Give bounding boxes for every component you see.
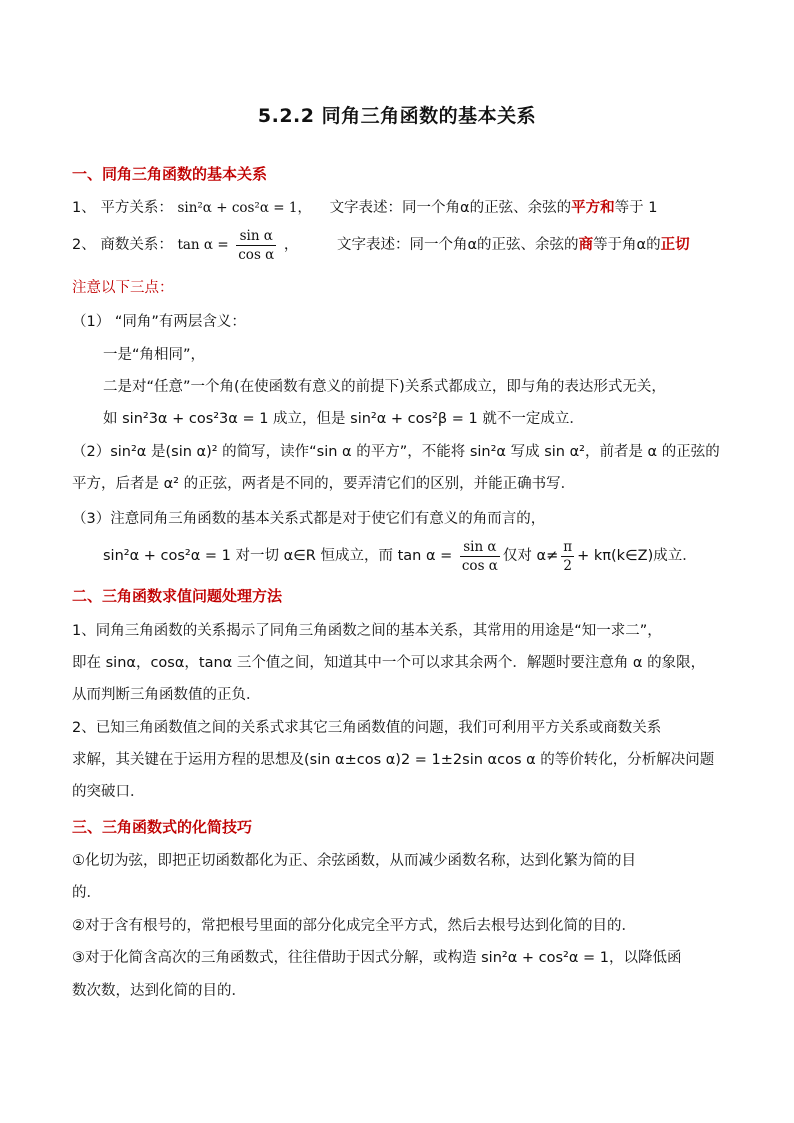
note-1-line-3: 二是对“任意”一个角(在使函数有意义的前提下)关系式都成立，即与角的表达形式无关， bbox=[103, 379, 666, 395]
note-1-line-1: （1） “同角”有两层含义： bbox=[72, 314, 246, 330]
notes-heading: 注意以下三点： bbox=[72, 280, 174, 296]
comma: ， bbox=[283, 237, 299, 253]
formula-lhs: tan α = bbox=[177, 237, 229, 253]
denominator: cos α bbox=[461, 557, 498, 574]
sec2-para-1-line-1: 1、同角三角函数的关系揭示了同角三角函数之间的基本关系，其常用的用途是“知一求二”， bbox=[72, 623, 662, 639]
emphasis: 平方和 bbox=[571, 200, 615, 216]
item-prefix: 2、 商数关系： bbox=[72, 237, 173, 253]
tip-3-line-2: 数次数，达到化简的目的． bbox=[72, 983, 246, 999]
sec2-para-2-line-3: 的突破口． bbox=[72, 784, 145, 800]
description-mid: 等于角α的 bbox=[593, 237, 661, 253]
section-3-heading: 三、三角函数式的化简技巧 bbox=[72, 818, 253, 836]
denominator: cos α bbox=[238, 246, 275, 263]
emphasis-2: 正切 bbox=[660, 237, 690, 253]
description-end: 等于 1 bbox=[614, 200, 658, 216]
numerator: π bbox=[563, 538, 573, 555]
note-1-line-2: 一是“角相同”， bbox=[103, 347, 206, 363]
note-1-line-4: 如 sin²3α + cos²3α = 1 成立，但是 sin²α + cos²β = 1 就不一定成立． bbox=[103, 411, 584, 427]
pi-fraction bbox=[561, 538, 574, 575]
square-relation-line bbox=[72, 197, 657, 219]
text-end: + kπ(k∈Z)成立． bbox=[577, 548, 697, 564]
sec2-para-2-line-2: 求解，其关键在于运用方程的思想及(sin α±cos α)2 = 1±2sin αcos α 的等价转化，分析解决问题 bbox=[72, 752, 715, 768]
quotient-relation-line bbox=[72, 226, 690, 264]
emphasis-1: 商 bbox=[578, 237, 594, 253]
tip-3-line-1: ③对于化简含高次的三角函数式，往往借助于因式分解，或构造 sin²α + cos²α = 1，以降低函 bbox=[72, 950, 682, 966]
item-prefix: 1、 平方关系： bbox=[72, 200, 173, 216]
tip-1-line-1: ①化切为弦，即把正切函数都化为正、余弦函数，从而减少函数名称，达到化繁为简的目 bbox=[72, 853, 636, 869]
note-3-line-2 bbox=[103, 536, 697, 576]
fraction bbox=[460, 538, 500, 575]
note-2-line-2: 平方，后者是 α² 的正弦，两者是不同的，要弄清它们的区别，并能正确书写． bbox=[72, 476, 576, 492]
formula: sin²α + cos²α = 1， bbox=[177, 200, 311, 216]
note-2-line-1: （2）sin²α 是(sin α)² 的简写，读作“sin α 的平方”，不能将 sin²α 写成 sin α²，前者是 α 的正弦的 bbox=[72, 444, 720, 460]
numerator: sin α bbox=[236, 227, 276, 246]
description: 文字表述：同一个角α的正弦、余弦的 bbox=[337, 237, 579, 253]
text: sin²α + cos²α = 1 对一切 α∈R 恒成立，而 tan α = bbox=[103, 548, 453, 564]
numerator: sin α bbox=[460, 538, 500, 557]
note-3-line-1: （3）注意同角三角函数的基本关系式都是对于使它们有意义的角而言的， bbox=[72, 511, 546, 527]
sec2-para-1-line-2: 即在 sinα，cosα，tanα 三个值之间，知道其中一个可以求其余两个．解题时要注意角 α 的象限， bbox=[72, 655, 706, 671]
page-title: 5.2.2 同角三角函数的基本关系 bbox=[257, 105, 537, 127]
section-1-heading: 一、同角三角函数的基本关系 bbox=[72, 165, 268, 183]
tip-2: ②对于含有根号的，常把根号里面的部分化成完全平方式，然后去根号达到化简的目的． bbox=[72, 918, 636, 934]
fraction bbox=[236, 227, 276, 264]
sec2-para-2-line-1: 2、已知三角函数值之间的关系式求其它三角函数值的问题，我们可利用平方关系或商数关系 bbox=[72, 720, 662, 736]
sec2-para-1-line-3: 从而判断三角函数值的正负． bbox=[72, 687, 261, 703]
denominator: 2 bbox=[563, 557, 572, 574]
description: 文字表述：同一个角α的正弦、余弦的 bbox=[329, 200, 572, 216]
tip-1-line-2: 的． bbox=[72, 885, 101, 901]
section-2-heading: 二、三角函数求值问题处理方法 bbox=[72, 587, 283, 605]
text-mid: 仅对 α≠ bbox=[502, 548, 559, 564]
